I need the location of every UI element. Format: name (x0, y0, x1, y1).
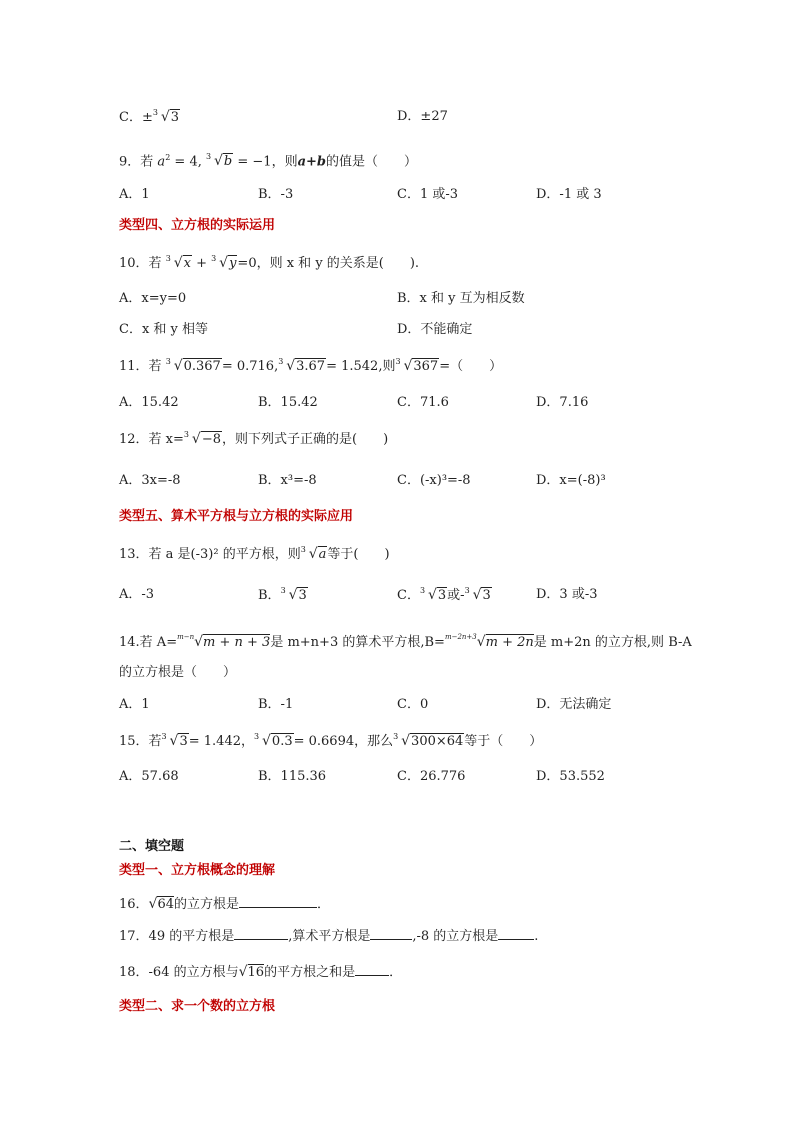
q13-option-d: D．3 或-3 (536, 587, 598, 602)
q15-option-a: A．57.68 (119, 769, 179, 784)
q15-option-d: D．53.552 (536, 769, 605, 784)
q16-stem: 16．√64的立方根是 ． (119, 893, 330, 914)
q9-stem: 9．若 $a^2 = 4$, 3 √b = −1，则a+b的值是（ ） (119, 152, 418, 170)
q12-option-b: B．x³=-8 (258, 473, 317, 488)
q12-option-c: C．(-x)³=-8 (397, 473, 471, 488)
q14-option-c: C．0 (397, 697, 429, 712)
q8-option-d: D．±27 (397, 109, 448, 124)
q10-option-b: B．x 和 y 互为相反数 (397, 291, 525, 306)
q17-blank-cube-root[interactable] (498, 925, 534, 940)
q10-stem: 10．若 3 √x + 3 √y=0，则 x 和 y 的关系是( ). (119, 254, 420, 271)
q14-option-d: D．无法确定 (536, 697, 612, 712)
q12-stem: 12．若 x= 3 √−8，则下列式子正确的是( ) (119, 430, 389, 447)
q12-option-a: A．3x=-8 (119, 473, 181, 488)
q9-option-d: D．-1 或 3 (536, 187, 602, 202)
q17-blank-arith-root[interactable] (370, 925, 412, 940)
q10-option-c: C．x 和 y 相等 (119, 322, 209, 337)
q13-stem: 13．若 a 是(-3)² 的平方根，则 3 √a等于( ) (119, 545, 390, 562)
q15-option-b: B．115.36 (258, 769, 327, 784)
q14-option-b: B．-1 (258, 697, 294, 712)
q11-option-c: C．71.6 (397, 395, 449, 410)
q10-option-a: A．x=y=0 (119, 291, 187, 306)
section-heading-type5: 类型五、算术平方根与立方根的实际应用 (119, 509, 354, 524)
q15-stem: 15．若 3 √3= 1.442， 3 √0.3= 0.6694，那么 3 √300×64等于（ ） (119, 732, 543, 749)
q9-option-c: C．1 或-3 (397, 187, 459, 202)
q9-option-a: A．1 (119, 187, 150, 202)
q11-option-a: A．15.42 (119, 395, 179, 410)
q13-option-a: A．-3 (119, 587, 155, 602)
section-heading-fill-blank: 二、填空题 (119, 839, 185, 854)
q11-option-d: D．7.16 (536, 395, 589, 410)
section-heading-fill-type1: 类型一、立方根概念的理解 (119, 863, 276, 878)
section-heading-type4: 类型四、立方根的实际运用 (119, 218, 276, 233)
q14-stem-line1: 14.若 A=$^{m-n}$√m + n + 3是 m+n+3 的算术平方根,B=$^{m-2n+3}$√m + 2n是 m+2n 的立方根,则 B-A (119, 633, 692, 650)
q11-stem: 11．若 3 √0.367= 0.716, 3 √3.67= 1.542,则 3 √367=（ ） (119, 357, 503, 374)
q13-option-c: C． 3 √3或- 3 √3 (397, 586, 491, 603)
q9-option-b: B．-3 (258, 187, 294, 202)
q15-option-c: C．26.776 (397, 769, 466, 784)
q14-option-a: A．1 (119, 697, 150, 712)
q8-option-c: C．± 3 √3 (119, 108, 180, 125)
q17-stem: 17．49 的平方根是 ,算术平方根是 ,-8 的立方根是 . (119, 925, 538, 946)
q14-stem-line2: 的立方根是（ ） (119, 665, 237, 680)
q12-option-d: D．x=(-8)³ (536, 473, 606, 488)
q10-option-d: D．不能确定 (397, 322, 473, 337)
q17-blank-square-root[interactable] (234, 925, 288, 940)
q11-option-b: B．15.42 (258, 395, 318, 410)
q18-answer-blank[interactable] (355, 961, 389, 976)
q13-option-b: B． 3 √3 (258, 586, 307, 603)
q16-answer-blank[interactable] (239, 893, 317, 908)
q18-stem: 18．-64 的立方根与√16的平方根之和是 ． (119, 961, 402, 982)
section-heading-fill-type2: 类型二、求一个数的立方根 (119, 999, 276, 1014)
